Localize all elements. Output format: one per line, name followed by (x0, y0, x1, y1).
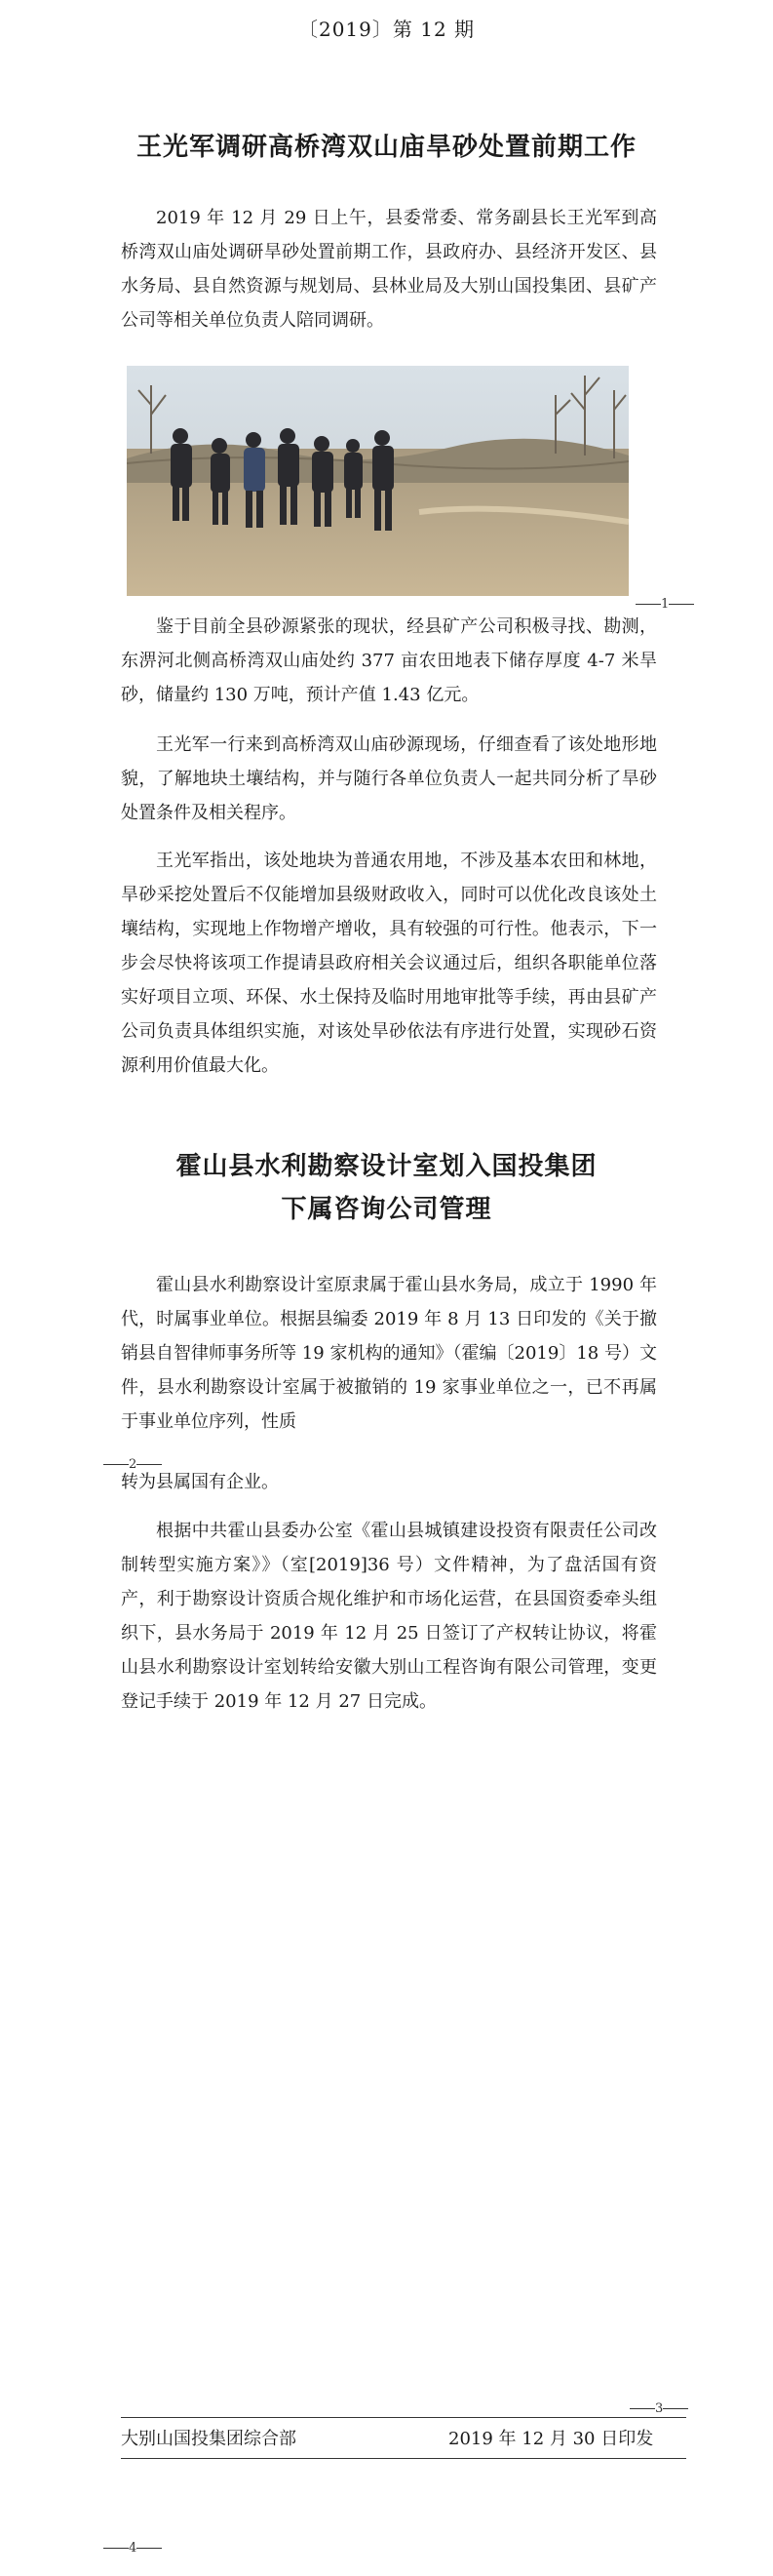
page-number-2: 2 (103, 1457, 162, 1472)
site-visit-photo-image (127, 366, 629, 596)
site-visit-photo (127, 366, 629, 596)
issue-number: 〔2019〕第 12 期 (297, 18, 476, 41)
article2-title-line-2: 下属咨询公司管理 (281, 1195, 492, 1224)
article1-paragraph-1: 2019 年 12 月 29 日上午，县委常委、常务副县长王光军到高桥湾双山庙处调研旱砂处置前期工作，县政府办、县经济开发区、县水务局、县自然资源与规划局、县林业局及大别山国投集团、县矿产公司等相关单位负责人陪同调研。 (121, 208, 657, 331)
article2-paragraph-1: 霍山县水利勘察设计室原隶属于霍山县水务局，成立于 1990 年代，时属事业单位。根据县编委 2019 年 8 月 13 日印发的《关于撤销县自智律师事务所等 19 家机构的通知》（霍编〔2019〕18 号）文件，县水利勘察设计室属于被撤销的 19 家事业单位之一，已不再属于事业单位序列，性质 (121, 1275, 657, 1432)
footer-top-rule (121, 2417, 686, 2418)
footer-organization: 大别山国投集团综合部 (121, 2429, 296, 2449)
page-number-3: 3 (630, 2401, 688, 2416)
page-number-4: 4 (103, 2541, 162, 2556)
article1-paragraph-2: 鉴于目前全县砂源紧张的现状，经县矿产公司积极寻找、勘测，东淠河北侧高桥湾双山庙处约 377 亩农田地表下储存厚度 4-7 米旱砂，储量约 130 万吨，预计产值 1.43 亿元。 (121, 616, 657, 705)
page-number-1: 1 (636, 597, 694, 612)
footer-bottom-rule (121, 2458, 686, 2459)
article1-paragraph-3: 王光军一行来到高桥湾双山庙砂源现场，仔细查看了该处地形地貌，了解地块土壤结构，并与随行各单位负责人一起共同分析了旱砂处置条件及相关程序。 (121, 734, 657, 823)
article2-paragraph-2: 根据中共霍山县委办公室《霍山县城镇建设投资有限责任公司改制转型实施方案》》（室[2019]36 号）文件精神，为了盘活国有资产，利于勘察设计资质合规化维护和市场化运营，在县国资委牵头组织下，县水务局于 2019 年 12 月 25 日签订了产权转让协议，将霍山县水利勘察设计室划转给安徽大别山工程咨询有限公司管理，变更登记手续于 2019 年 12 月 27 日完成。 (121, 1521, 657, 1712)
article2-title-line-1: 霍山县水利勘察设计室划入国投集团 (175, 1152, 598, 1181)
article1-paragraph-4: 王光军指出，该处地块为普通农用地，不涉及基本农田和林地，旱砂采挖处置后不仅能增加县级财政收入，同时可以优化改良该处土壤结构，实现地上作物增产增收，具有较强的可行性。他表示，下一步会尽快将该项工作提请县政府相关会议通过后，组织各职能单位落实好项目立项、环保、水土保持及临时用地审批等手续，再由县矿产公司负责具体组织实施，对该处旱砂依法有序进行处置，实现砂石资源利用价值最大化。 (121, 851, 657, 1076)
article1-title: 王光军调研高桥湾双山庙旱砂处置前期工作 (135, 133, 637, 162)
article2-paragraph-1-continued: 转为县属国有企业。 (121, 1472, 279, 1492)
footer-print-date: 2019 年 12 月 30 日印发 (448, 2429, 654, 2449)
